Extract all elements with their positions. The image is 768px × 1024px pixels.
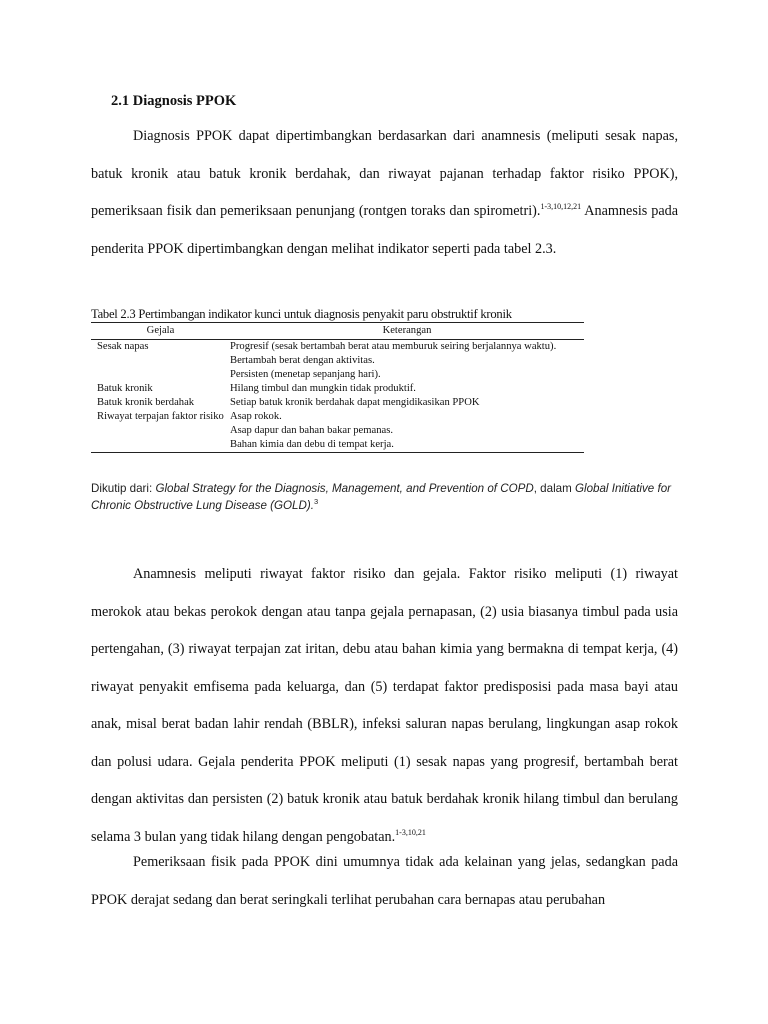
- citation: 3: [313, 497, 319, 506]
- source-mid: , dalam: [533, 482, 575, 495]
- keterangan-cell: Asap dapur dan bahan bakar pemanas.: [230, 425, 393, 436]
- gejala-cell: [91, 368, 230, 382]
- keterangan-cell: Bahan kimia dan debu di tempat kerja.: [230, 438, 584, 453]
- table-row: [91, 396, 584, 410]
- source-prefix: Dikutip dari:: [91, 482, 156, 495]
- table-caption: Tabel 2.3 Pertimbangan indikator kunci untuk diagnosis penyakit paru obstruktif kronik: [91, 307, 512, 321]
- gejala-cell: Sesak napas: [97, 341, 149, 352]
- paragraph-anamnesis: [91, 556, 678, 856]
- table-row: [91, 340, 584, 355]
- citation: 1-3,10,12,21: [540, 202, 582, 211]
- column-header-keterangan: Keterangan: [230, 323, 584, 340]
- column-header-gejala: Gejala: [91, 323, 230, 340]
- paragraph-text: Pemeriksaan fisik pada PPOK dini umumnya tidak ada kelainan yang jelas, sedangkan pada PPOK derajat sedang dan berat seringkali terlihat perubahan cara bernapas atau perubahan: [91, 854, 678, 908]
- paragraph-physical-exam: [91, 844, 678, 919]
- table-row: [91, 368, 584, 382]
- keterangan-cell: Persisten (menetap sepanjang hari).: [230, 369, 381, 380]
- paragraph-text-cont: Anamnesis pada penderita PPOK dipertimbangkan dengan melihat indikator seperti pada tabel 2.3.: [91, 203, 679, 257]
- source-org: Global Initiative for Chronic Obstructive Lung Disease (GOLD).: [91, 482, 672, 512]
- keterangan-cell: Setiap batuk kronik berdahak dapat mengidikasikan PPOK: [230, 397, 480, 408]
- keterangan-cell: Bertambah berat dengan aktivitas.: [230, 355, 375, 366]
- table-row: [91, 410, 584, 424]
- table-header-row: [91, 323, 584, 340]
- indicator-table: [91, 322, 584, 453]
- keterangan-cell: Hilang timbul dan mungkin tidak produktif.: [230, 383, 416, 394]
- section-heading: 2.1 Diagnosis PPOK: [111, 93, 237, 109]
- gejala-cell: Batuk kronik berdahak: [97, 397, 195, 408]
- paragraph-diagnosis: [91, 118, 678, 268]
- paragraph-text: Anamnesis meliputi riwayat faktor risiko dan gejala. Faktor risiko meliputi (1) riwayat merokok atau bekas perokok dengan atau tanpa gejala pernapasan, (2) usia biasanya timbul pada usia pertengahan, (3) riwayat terpajan zat iritan, debu atau bahan kimia yang bermakna di tempat kerja, (4) riwayat penyakit emfisema pada keluarga, dan (5) terdapat faktor predisposisi pada masa bayi atau anak, misal berat badan lahir rendah (BBLR), infeksi saluran napas berulang, lingkungan asap rokok dan polusi udara. Gejala penderita PPOK meliputi (1) sesak napas yang progresif, bertambah berat dengan aktivitas dan persisten (2) batuk kronik atau batuk berdahak kronik hilang timbul dan berulang selama 3 bulan yang tidak hilang dengan pengobatan.: [91, 566, 678, 845]
- source-title: Global Strategy for the Diagnosis, Management, and Prevention of COPD: [155, 482, 534, 495]
- table-row: [91, 424, 584, 438]
- gejala-cell: Batuk kronik: [97, 383, 153, 394]
- keterangan-cell: Asap rokok.: [230, 411, 282, 422]
- gejala-cell: [91, 354, 230, 368]
- table-source-note: [91, 480, 691, 514]
- table-row: [91, 382, 584, 396]
- table-row: [91, 354, 584, 368]
- citation: 1-3,10,21: [395, 827, 426, 837]
- paragraph-text: Diagnosis PPOK dapat dipertimbangkan berdasarkan dari anamnesis (meliputi sesak napas, batuk kronik atau batuk kronik berdahak, dan riwayat pajanan terhadap faktor risiko PPOK), pemeriksaan fisik dan pemeriksaan penunjang (rontgen toraks dan spirometri).: [91, 128, 678, 219]
- gejala-cell: [91, 438, 230, 453]
- gejala-cell: [91, 424, 230, 438]
- gejala-cell: Riwayat terpajan faktor risiko: [97, 411, 224, 422]
- keterangan-cell: Progresif (sesak bertambah berat atau memburuk seiring berjalannya waktu).: [230, 341, 557, 352]
- table-row: [91, 438, 584, 453]
